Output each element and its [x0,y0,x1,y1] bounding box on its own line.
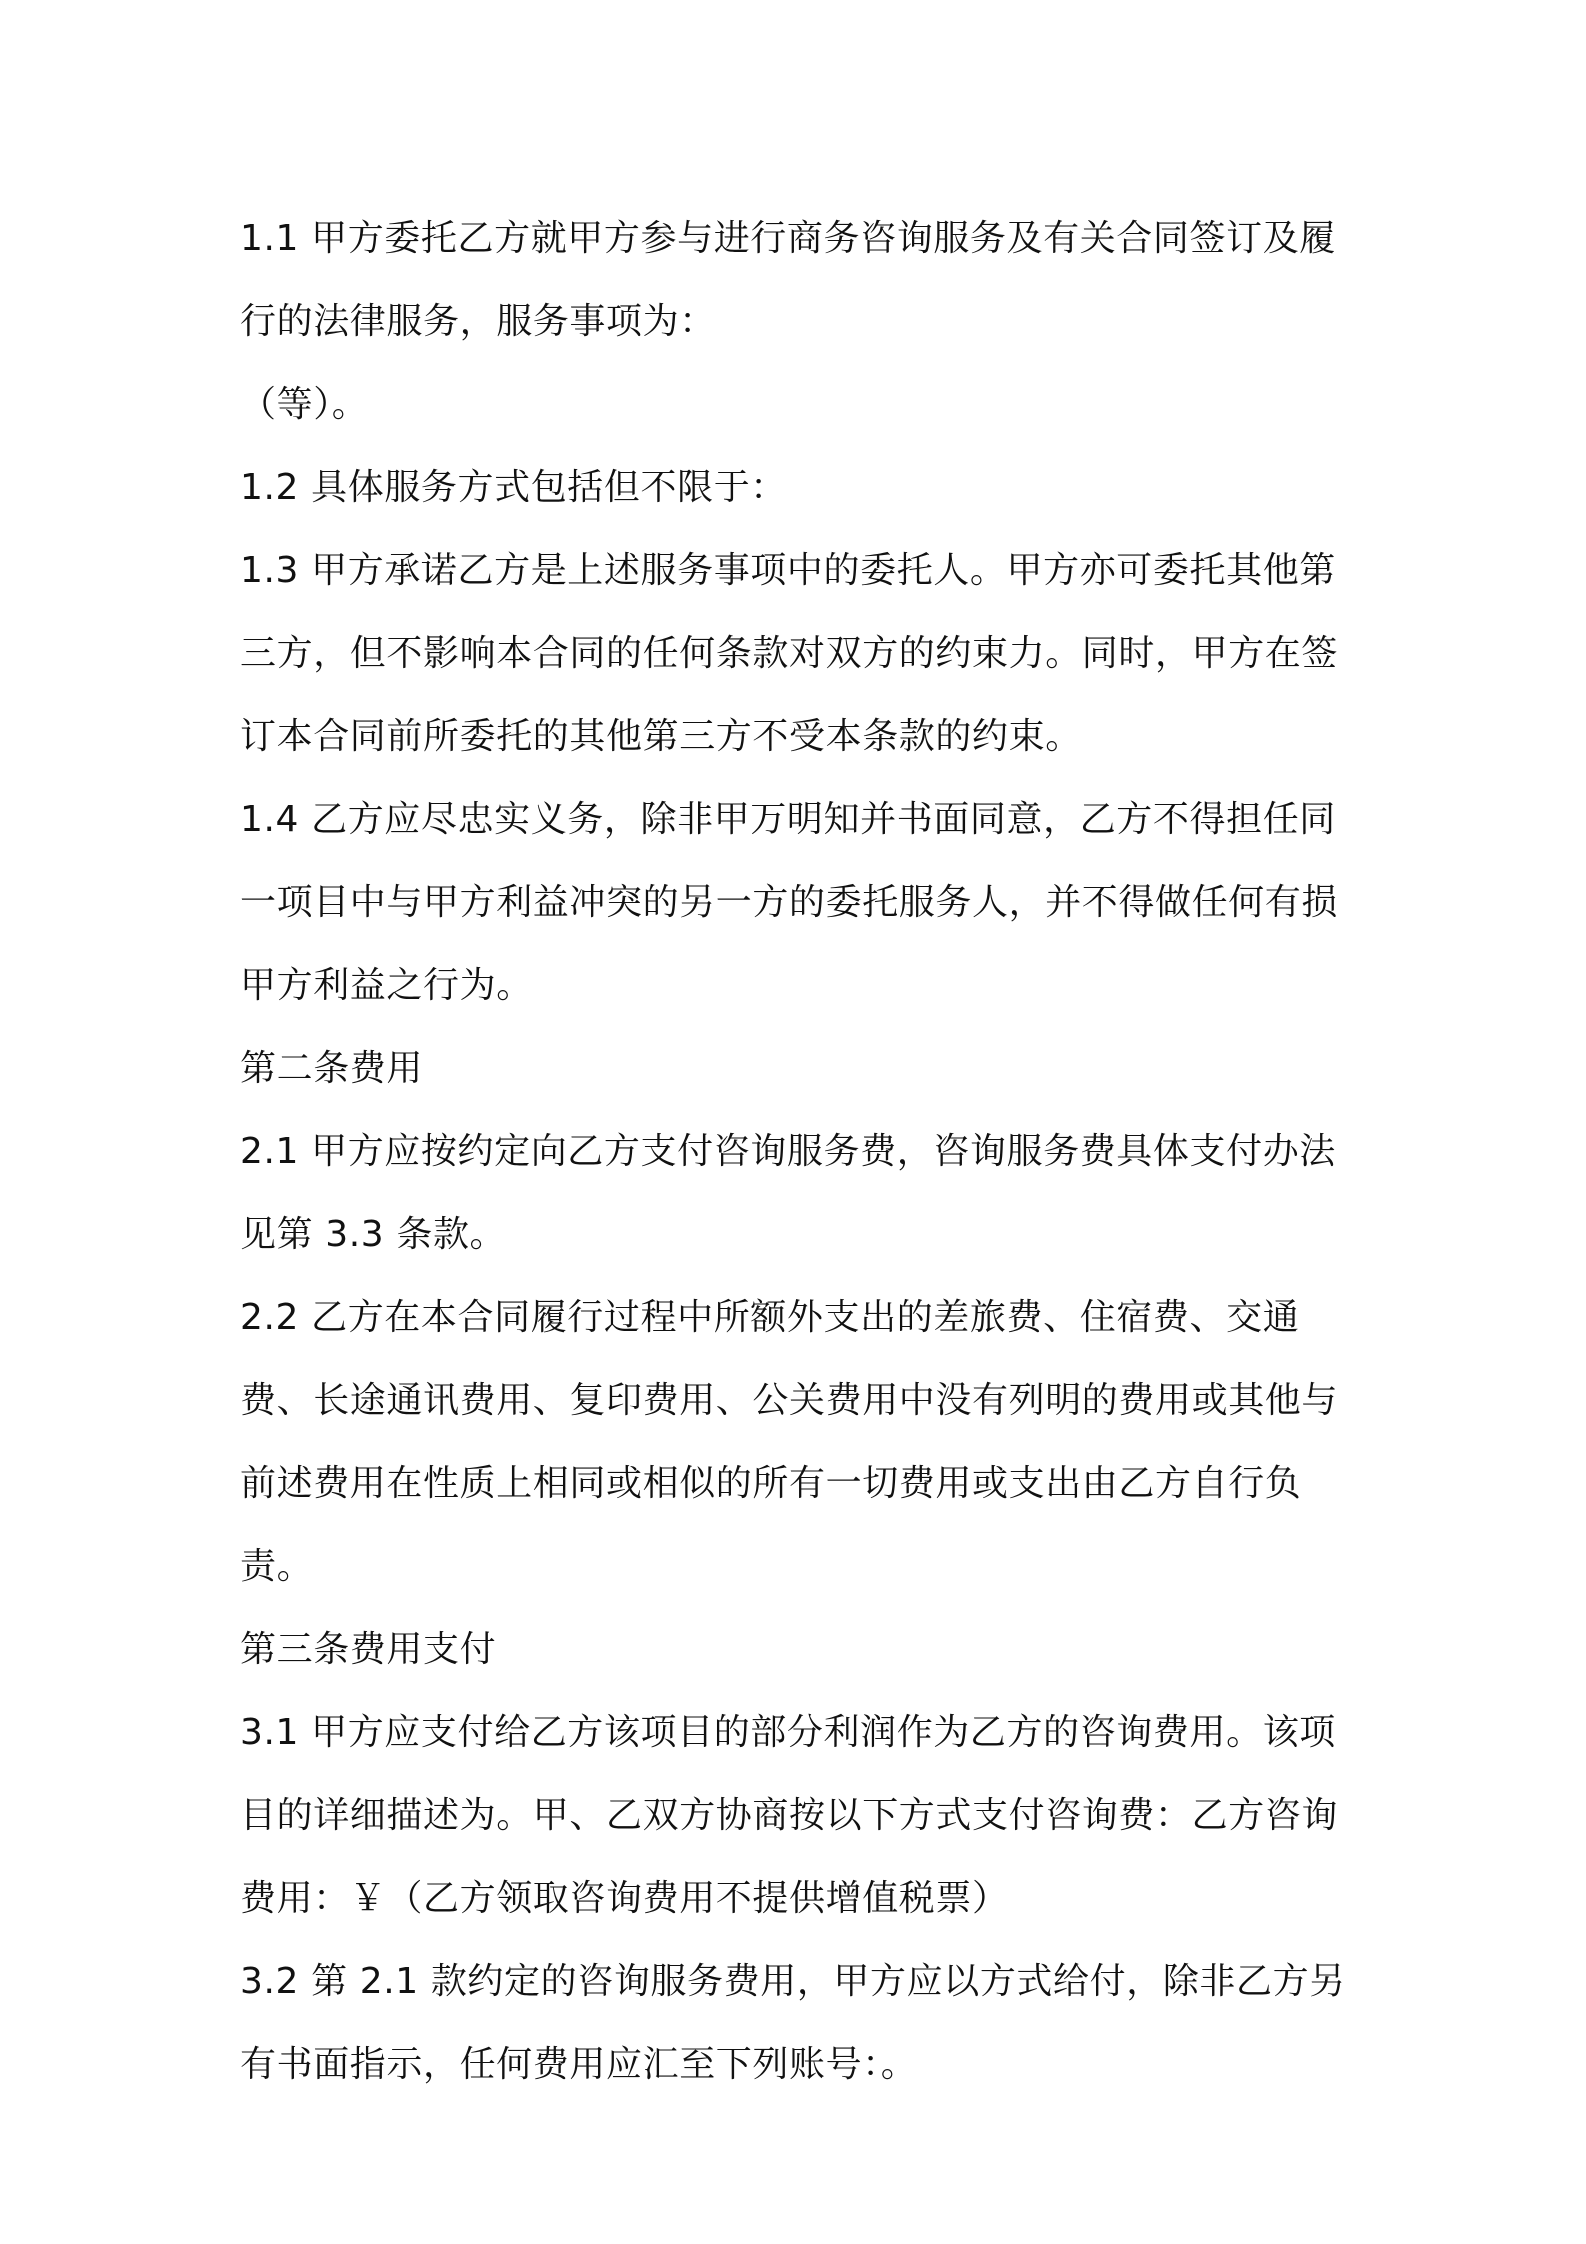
document-body [240,197,1360,2106]
section-heading-article-2: 第二条费用 [240,1048,424,1089]
clause-1-3: 1.3 甲方承诺乙方是上述服务事项中的委托人。甲方亦可委托其他第三方，但不影响本合同的任何条款对双方的约束力。同时，甲方在签订本合同前所委托的其他第三方不受本条款的约束。 [240,550,1339,757]
clause-2-1: 2.1 甲方应按约定向乙方支付咨询服务费，咨询服务费具体支付办法见第 3.3 条款。 [240,1131,1336,1255]
section-heading-article-3: 第三条费用支付 [240,1629,497,1670]
clause-3-2: 3.2 第 2.1 款约定的咨询服务费用，甲方应以方式给付，除非乙方另有书面指示，任何费用应汇至下列账号：。 [240,1961,1346,2085]
clause-1-2: 1.2 具体服务方式包括但不限于： [240,467,787,508]
clause-3-1: 3.1 甲方应支付给乙方该项目的部分利润作为乙方的咨询费用。该项目的详细描述为。甲、乙双方协商按以下方式支付咨询费：乙方咨询费用：￥（乙方领取咨询费用不提供增值税票） [240,1712,1339,1919]
clause-1-1-continuation: （等）。 [240,384,369,425]
clause-1-1: 1.1 甲方委托乙方就甲方参与进行商务咨询服务及有关合同签订及履行的法律服务，服务事项为： [240,218,1336,342]
clause-1-4: 1.4 乙方应尽忠实义务，除非甲万明知并书面同意，乙方不得担任同一项目中与甲方利益冲突的另一方的委托服务人，并不得做任何有损甲方利益之行为。 [240,799,1339,1006]
clause-2-2: 2.2 乙方在本合同履行过程中所额外支出的差旅费、住宿费、交通费、长途通讯费用、复印费用、公关费用中没有列明的费用或其他与前述费用在性质上相同或相似的所有一切费用或支出由乙方自行负责。 [240,1297,1339,1587]
